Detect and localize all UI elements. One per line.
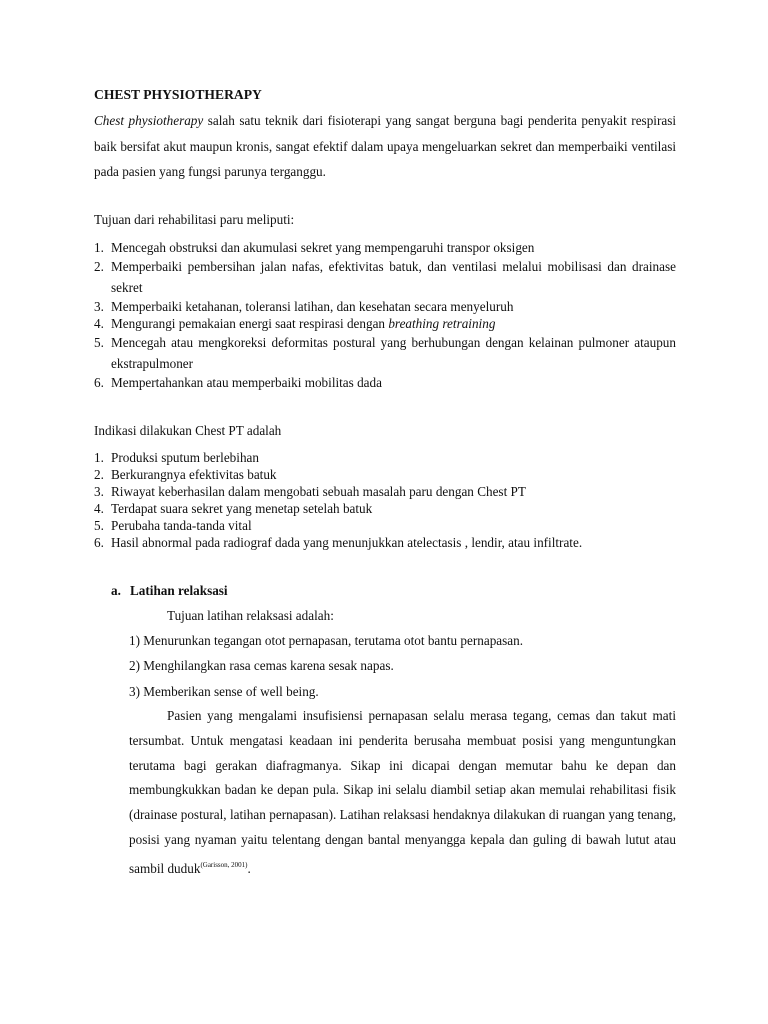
- intro-text: salah satu teknik dari fisioterapi yang sangat berguna bagi penderita penyakit respirasi baik bersifat akut maupun kronis, sangat efektif dalam upaya mengeluarkan sekret dan memperbaiki ventilasi pada pasien yang fungsi parunya terganggu.: [94, 113, 676, 179]
- list-number: 5.: [94, 518, 104, 533]
- list-item: [94, 256, 676, 298]
- list-number: 3.: [94, 299, 104, 314]
- list-item: [94, 315, 676, 332]
- intro-term: Chest physiotherapy: [94, 113, 204, 128]
- list-number: 1.: [94, 240, 104, 255]
- list-number: 4.: [94, 501, 104, 516]
- section-a-lead: Tujuan latihan relaksasi adalah:: [167, 608, 334, 623]
- list-item: [94, 449, 676, 466]
- paragraph-text: Pasien yang mengalami insufisiensi pernapasan selalu merasa tegang, cemas dan takut mati tersumbat. Untuk mengatasi keadaan ini penderita berusaha membuat posisi yang menguntungkan terutama bagi gerakan diafragmanya. Sikap ini dicapai dengan memutar bahu ke depan dan membungkukkan badan ke depan pula. Sikap ini selalu diambil setiap akan memulai rehabilitasi fisik (drainase postural, latihan pernapasan). Latihan relaksasi hendaknya dilakukan di ruangan yang tenang, posisi yang nyaman yaitu telentang dengan bantal menyangga kepala dan guling di bawah lutut atau sambil duduk: [129, 708, 676, 876]
- list-item: [94, 239, 676, 256]
- indikasi-list: [94, 449, 676, 551]
- paragraph-end: .: [247, 860, 251, 876]
- list-text: Memperbaiki ketahanan, toleransi latihan, dan kesehatan secara menyeluruh: [111, 299, 514, 314]
- list-text: Perubaha tanda-tanda vital: [111, 518, 252, 533]
- tujuan-list: [94, 239, 676, 391]
- section-a-heading: [111, 583, 228, 599]
- list-number: 6.: [94, 535, 104, 550]
- list-number: 3.: [94, 484, 104, 499]
- list-number: 2.: [94, 259, 104, 274]
- citation: (Garisson, 2001): [200, 860, 248, 869]
- section-a-item-3: 3) Memberikan sense of well being.: [129, 684, 319, 699]
- section-a-item-2: 2) Menghilangkan rasa cemas karena sesak napas.: [129, 658, 394, 673]
- list-text: Hasil abnormal pada radiograf dada yang menunjukkan atelectasis , lendir, atau infiltrate.: [111, 535, 583, 550]
- list-number: 2.: [94, 467, 104, 482]
- list-text: Mengurangi pemakaian energi saat respirasi dengan: [111, 316, 389, 331]
- list-item: [94, 534, 676, 551]
- list-item: [94, 517, 676, 534]
- list-text: Terdapat suara sekret yang menetap setelah batuk: [111, 501, 373, 516]
- list-number: 6.: [94, 375, 104, 390]
- section-label: a.: [111, 583, 121, 598]
- list-item: [94, 298, 676, 315]
- list-text: Mencegah atau mengkoreksi deformitas postural yang berhubungan dengan kelainan pulmoner ataupun ekstrapulmoner: [111, 335, 676, 371]
- list-number: 5.: [94, 335, 104, 350]
- list-item: [94, 483, 676, 500]
- tujuan-heading: Tujuan dari rehabilitasi paru meliputi:: [94, 212, 295, 227]
- page-title: CHEST PHYSIOTHERAPY: [94, 87, 262, 102]
- list-item: [94, 500, 676, 517]
- section-title: Latihan relaksasi: [130, 583, 228, 598]
- list-text-emphasis: breathing retraining: [388, 316, 496, 331]
- list-text: Riwayat keberhasilan dalam mengobati sebuah masalah paru dengan Chest PT: [111, 484, 526, 499]
- list-text: Mencegah obstruksi dan akumulasi sekret yang mempengaruhi transpor oksigen: [111, 240, 535, 255]
- intro-paragraph: [94, 108, 676, 185]
- list-item: [94, 374, 676, 391]
- list-item: [94, 332, 676, 374]
- list-item: [94, 466, 676, 483]
- indikasi-heading: Indikasi dilakukan Chest PT adalah: [94, 423, 282, 438]
- section-a-paragraph: [129, 704, 676, 882]
- list-text: Mempertahankan atau memperbaiki mobilitas dada: [111, 375, 382, 390]
- list-text: Memperbaiki pembersihan jalan nafas, efektivitas batuk, dan ventilasi melalui mobilisasi dan drainase sekret: [111, 259, 676, 295]
- section-a-item-1: 1) Menurunkan tegangan otot pernapasan, terutama otot bantu pernapasan.: [129, 633, 524, 648]
- list-number: 1.: [94, 450, 104, 465]
- list-text: Produksi sputum berlebihan: [111, 450, 259, 465]
- list-text: Berkurangnya efektivitas batuk: [111, 467, 277, 482]
- list-number: 4.: [94, 316, 104, 331]
